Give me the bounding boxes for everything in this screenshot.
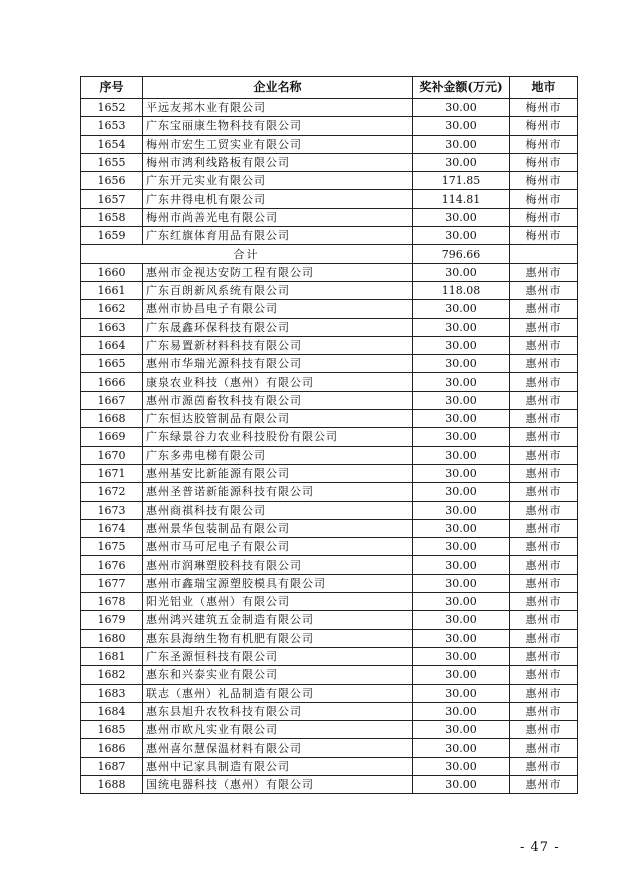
table-row	[81, 611, 578, 629]
serial-number-cell: 1668	[81, 410, 143, 428]
table-row	[81, 757, 578, 775]
award-amount-cell: 30.00	[413, 721, 510, 739]
company-name-cell: 惠东县旭升农牧科技有限公司	[143, 702, 413, 720]
city-cell: 梅州市	[510, 190, 578, 208]
table-row	[81, 702, 578, 720]
header-city: 地市	[510, 77, 578, 99]
city-cell: 惠州市	[510, 428, 578, 446]
company-name-cell: 惠州中记家具制造有限公司	[143, 757, 413, 775]
table-row	[81, 739, 578, 757]
table-row	[81, 391, 578, 409]
table-row	[81, 263, 578, 281]
serial-number-cell: 1677	[81, 574, 143, 592]
serial-number-cell: 1682	[81, 666, 143, 684]
award-amount-cell: 30.00	[413, 446, 510, 464]
city-cell: 惠州市	[510, 611, 578, 629]
award-amount-cell: 30.00	[413, 355, 510, 373]
award-amount-cell: 30.00	[413, 757, 510, 775]
award-amount-cell: 30.00	[413, 99, 510, 117]
city-cell: 惠州市	[510, 757, 578, 775]
table-row	[81, 483, 578, 501]
award-amount-cell: 30.00	[413, 208, 510, 226]
serial-number-cell: 1669	[81, 428, 143, 446]
serial-number-cell: 1675	[81, 538, 143, 556]
city-cell: 惠州市	[510, 464, 578, 482]
serial-number-cell: 1660	[81, 263, 143, 281]
award-amount-cell: 30.00	[413, 574, 510, 592]
table-row	[81, 647, 578, 665]
award-amount-cell: 30.00	[413, 501, 510, 519]
city-cell: 惠州市	[510, 519, 578, 537]
award-amount-cell: 30.00	[413, 373, 510, 391]
city-cell: 惠州市	[510, 391, 578, 409]
city-cell: 惠州市	[510, 775, 578, 793]
city-cell: 惠州市	[510, 721, 578, 739]
city-cell: 惠州市	[510, 702, 578, 720]
serial-number-cell: 1666	[81, 373, 143, 391]
serial-number-cell: 1685	[81, 721, 143, 739]
city-cell: 惠州市	[510, 263, 578, 281]
city-cell: 惠州市	[510, 373, 578, 391]
table-row	[81, 501, 578, 519]
company-name-cell: 广东百朗新风系统有限公司	[143, 281, 413, 299]
subtotal-city-cell	[510, 245, 578, 263]
table-row	[81, 281, 578, 299]
table-row	[81, 684, 578, 702]
table-row	[81, 464, 578, 482]
city-cell: 惠州市	[510, 647, 578, 665]
award-amount-cell: 114.81	[413, 190, 510, 208]
page-number: - 47 -	[520, 840, 560, 855]
award-amount-cell: 30.00	[413, 391, 510, 409]
table-row	[81, 135, 578, 153]
company-name-cell: 广东红旗体育用品有限公司	[143, 227, 413, 245]
serial-number-cell: 1678	[81, 593, 143, 611]
award-amount-cell: 30.00	[413, 519, 510, 537]
city-cell: 梅州市	[510, 135, 578, 153]
company-name-cell: 广东开元实业有限公司	[143, 172, 413, 190]
award-amount-cell: 30.00	[413, 702, 510, 720]
award-table	[80, 76, 578, 794]
serial-number-cell: 1676	[81, 556, 143, 574]
award-amount-cell: 30.00	[413, 428, 510, 446]
award-amount-cell: 30.00	[413, 775, 510, 793]
company-name-cell: 惠州基安比新能源有限公司	[143, 464, 413, 482]
table-row	[81, 666, 578, 684]
company-name-cell: 惠州市协昌电子有限公司	[143, 300, 413, 318]
company-name-cell: 广东恒达胶管制品有限公司	[143, 410, 413, 428]
company-name-cell: 广东绿景谷力农业科技股份有限公司	[143, 428, 413, 446]
serial-number-cell: 1687	[81, 757, 143, 775]
award-amount-cell: 30.00	[413, 263, 510, 281]
award-amount-cell: 171.85	[413, 172, 510, 190]
city-cell: 惠州市	[510, 538, 578, 556]
serial-number-cell: 1674	[81, 519, 143, 537]
company-name-cell: 惠州市华瑞光源科技有限公司	[143, 355, 413, 373]
award-amount-cell: 30.00	[413, 556, 510, 574]
subtotal-amount: 796.66	[413, 245, 510, 263]
award-amount-cell: 30.00	[413, 629, 510, 647]
table-header-row	[81, 77, 578, 99]
table-row	[81, 574, 578, 592]
company-name-cell: 惠州市润琳塑胶科技有限公司	[143, 556, 413, 574]
company-name-cell: 联志（惠州）礼品制造有限公司	[143, 684, 413, 702]
award-amount-cell: 30.00	[413, 666, 510, 684]
award-amount-cell: 30.00	[413, 684, 510, 702]
city-cell: 梅州市	[510, 227, 578, 245]
city-cell: 惠州市	[510, 281, 578, 299]
serial-number-cell: 1658	[81, 208, 143, 226]
serial-number-cell: 1655	[81, 153, 143, 171]
company-name-cell: 惠州市欧凡实业有限公司	[143, 721, 413, 739]
serial-number-cell: 1652	[81, 99, 143, 117]
city-cell: 惠州市	[510, 318, 578, 336]
city-cell: 惠州市	[510, 666, 578, 684]
table-row	[81, 519, 578, 537]
company-name-cell: 惠州喜尔慧保温材料有限公司	[143, 739, 413, 757]
city-cell: 梅州市	[510, 208, 578, 226]
serial-number-cell: 1659	[81, 227, 143, 245]
serial-number-cell: 1653	[81, 117, 143, 135]
table-row	[81, 153, 578, 171]
serial-number-cell: 1667	[81, 391, 143, 409]
table-row	[81, 373, 578, 391]
table-row	[81, 117, 578, 135]
table-row	[81, 410, 578, 428]
company-name-cell: 广东多弗电梯有限公司	[143, 446, 413, 464]
subtotal-row	[81, 245, 578, 263]
city-cell: 惠州市	[510, 593, 578, 611]
city-cell: 惠州市	[510, 574, 578, 592]
table-row	[81, 593, 578, 611]
table-row	[81, 172, 578, 190]
header-company-name: 企业名称	[143, 77, 413, 99]
subtotal-label: 合计	[81, 245, 413, 263]
award-amount-cell: 30.00	[413, 410, 510, 428]
city-cell: 惠州市	[510, 446, 578, 464]
table-row	[81, 227, 578, 245]
header-award-amount: 奖补金额(万元)	[413, 77, 510, 99]
city-cell: 惠州市	[510, 410, 578, 428]
header-serial-number: 序号	[81, 77, 143, 99]
award-amount-cell: 30.00	[413, 117, 510, 135]
table-row	[81, 300, 578, 318]
city-cell: 惠州市	[510, 483, 578, 501]
company-name-cell: 惠州鸿兴建筑五金制造有限公司	[143, 611, 413, 629]
company-name-cell: 惠州市马可尼电子有限公司	[143, 538, 413, 556]
award-amount-cell: 30.00	[413, 647, 510, 665]
company-name-cell: 梅州市尚善光电有限公司	[143, 208, 413, 226]
city-cell: 惠州市	[510, 739, 578, 757]
award-amount-cell: 30.00	[413, 593, 510, 611]
award-amount-cell: 30.00	[413, 611, 510, 629]
award-amount-cell: 30.00	[413, 300, 510, 318]
serial-number-cell: 1684	[81, 702, 143, 720]
city-cell: 惠州市	[510, 501, 578, 519]
table-row	[81, 318, 578, 336]
table-row	[81, 775, 578, 793]
award-amount-cell: 30.00	[413, 464, 510, 482]
city-cell: 梅州市	[510, 172, 578, 190]
award-amount-cell: 118.08	[413, 281, 510, 299]
serial-number-cell: 1686	[81, 739, 143, 757]
table-row	[81, 556, 578, 574]
award-amount-cell: 30.00	[413, 135, 510, 153]
company-name-cell: 惠州市源茵畜牧科技有限公司	[143, 391, 413, 409]
serial-number-cell: 1688	[81, 775, 143, 793]
company-name-cell: 广东圣源恒科技有限公司	[143, 647, 413, 665]
company-name-cell: 惠州景华包装制品有限公司	[143, 519, 413, 537]
city-cell: 惠州市	[510, 336, 578, 354]
company-name-cell: 惠州商祺科技有限公司	[143, 501, 413, 519]
company-name-cell: 惠东和兴泰实业有限公司	[143, 666, 413, 684]
city-cell: 惠州市	[510, 629, 578, 647]
serial-number-cell: 1681	[81, 647, 143, 665]
company-name-cell: 阳光铝业（惠州）有限公司	[143, 593, 413, 611]
serial-number-cell: 1673	[81, 501, 143, 519]
serial-number-cell: 1671	[81, 464, 143, 482]
company-name-cell: 梅州市宏生工贸实业有限公司	[143, 135, 413, 153]
table-row	[81, 538, 578, 556]
table-row	[81, 190, 578, 208]
table-row	[81, 336, 578, 354]
serial-number-cell: 1683	[81, 684, 143, 702]
award-amount-cell: 30.00	[413, 318, 510, 336]
serial-number-cell: 1680	[81, 629, 143, 647]
serial-number-cell: 1663	[81, 318, 143, 336]
award-amount-cell: 30.00	[413, 227, 510, 245]
award-amount-cell: 30.00	[413, 336, 510, 354]
company-name-cell: 惠州市鑫瑞宝源塑胶模具有限公司	[143, 574, 413, 592]
city-cell: 梅州市	[510, 153, 578, 171]
award-amount-cell: 30.00	[413, 739, 510, 757]
company-name-cell: 康泉农业科技（惠州）有限公司	[143, 373, 413, 391]
serial-number-cell: 1665	[81, 355, 143, 373]
city-cell: 梅州市	[510, 99, 578, 117]
award-amount-cell: 30.00	[413, 483, 510, 501]
company-name-cell: 梅州市鸿利线路板有限公司	[143, 153, 413, 171]
company-name-cell: 惠东县海纳生物有机肥有限公司	[143, 629, 413, 647]
table-row	[81, 355, 578, 373]
serial-number-cell: 1661	[81, 281, 143, 299]
serial-number-cell: 1654	[81, 135, 143, 153]
serial-number-cell: 1656	[81, 172, 143, 190]
serial-number-cell: 1657	[81, 190, 143, 208]
award-amount-cell: 30.00	[413, 153, 510, 171]
city-cell: 惠州市	[510, 684, 578, 702]
serial-number-cell: 1670	[81, 446, 143, 464]
company-name-cell: 惠州圣普诺新能源科技有限公司	[143, 483, 413, 501]
table-row	[81, 629, 578, 647]
serial-number-cell: 1662	[81, 300, 143, 318]
table-row	[81, 446, 578, 464]
company-name-cell: 广东易置新材料科技有限公司	[143, 336, 413, 354]
serial-number-cell: 1679	[81, 611, 143, 629]
company-name-cell: 广东宝丽康生物科技有限公司	[143, 117, 413, 135]
company-name-cell: 惠州市金视达安防工程有限公司	[143, 263, 413, 281]
company-name-cell: 广东晟鑫环保科技有限公司	[143, 318, 413, 336]
table-body	[81, 99, 578, 794]
serial-number-cell: 1664	[81, 336, 143, 354]
city-cell: 惠州市	[510, 300, 578, 318]
company-name-cell: 国统电器科技（惠州）有限公司	[143, 775, 413, 793]
company-name-cell: 平远友邦木业有限公司	[143, 99, 413, 117]
table-row	[81, 721, 578, 739]
award-amount-cell: 30.00	[413, 538, 510, 556]
city-cell: 惠州市	[510, 355, 578, 373]
table-row	[81, 428, 578, 446]
table-row	[81, 99, 578, 117]
company-name-cell: 广东井得电机有限公司	[143, 190, 413, 208]
serial-number-cell: 1672	[81, 483, 143, 501]
table-row	[81, 208, 578, 226]
city-cell: 梅州市	[510, 117, 578, 135]
city-cell: 惠州市	[510, 556, 578, 574]
